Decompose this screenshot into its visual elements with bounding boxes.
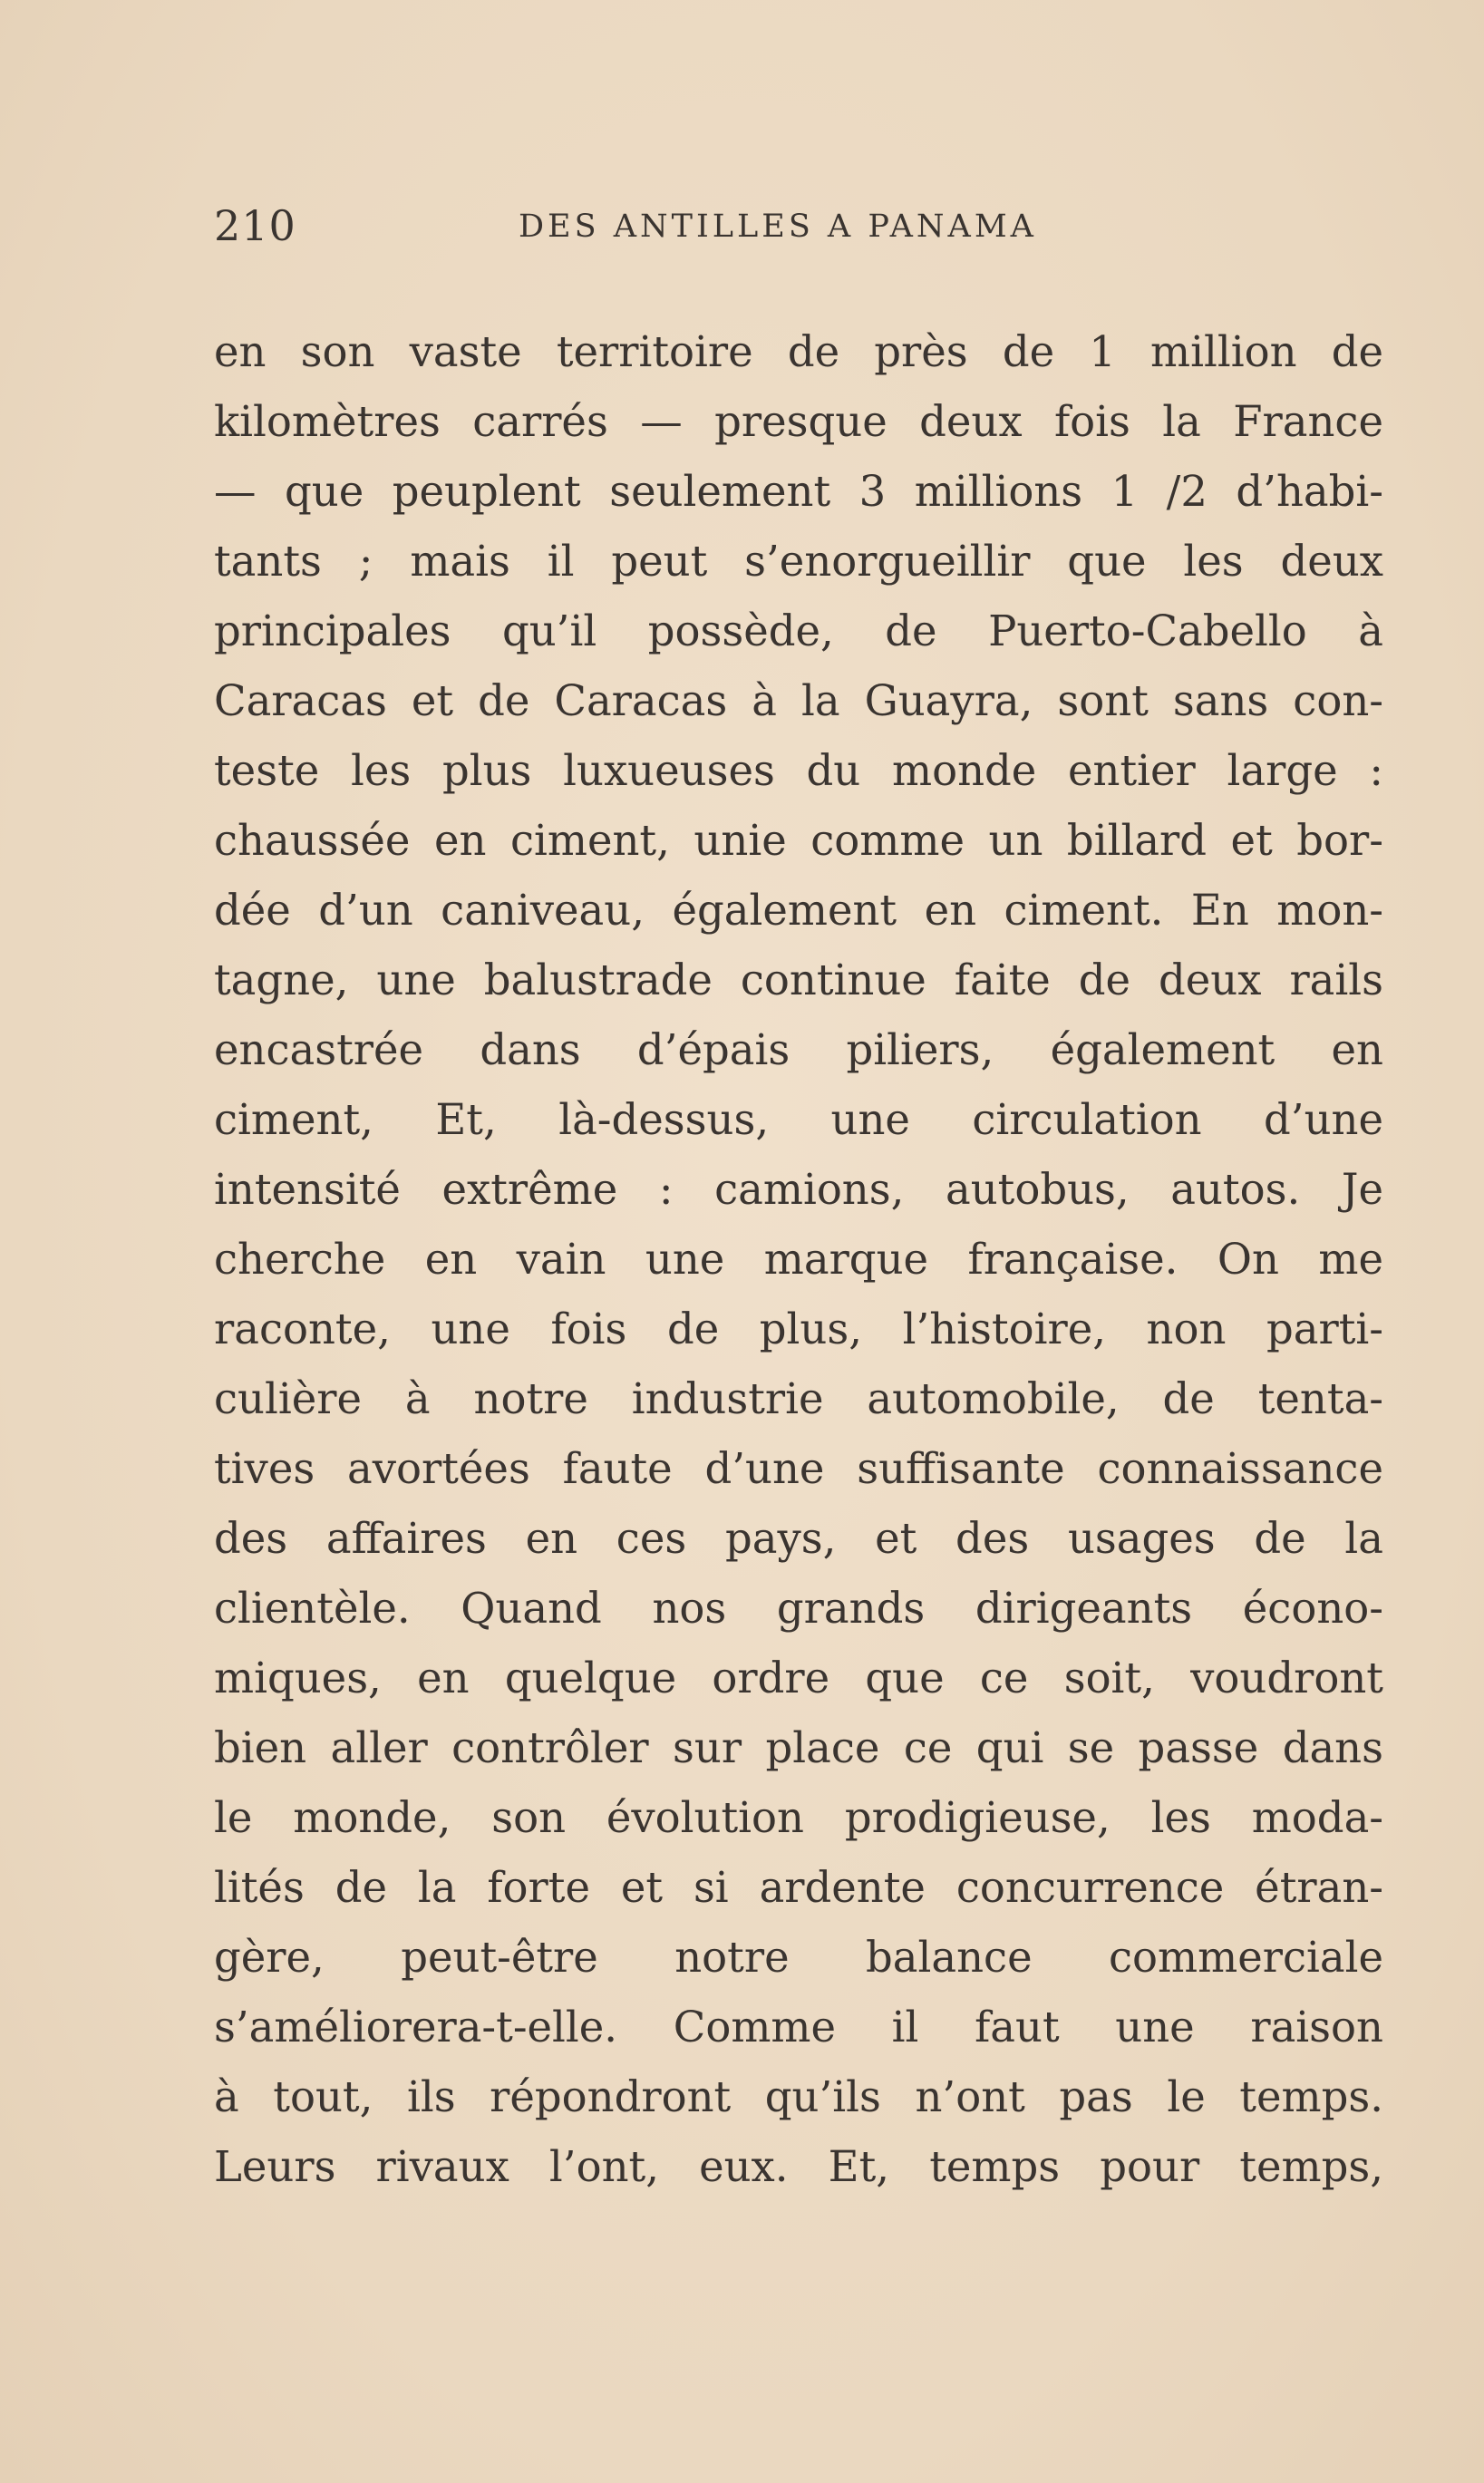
text-line: Leurs rivaux l’ont, eux. Et, temps pour temps,	[214, 2142, 1383, 2191]
text-line: des affaires en ces pays, et des usages de la	[214, 1514, 1383, 1563]
text-line: lités de la forte et si ardente concurrence étran-	[214, 1863, 1383, 1912]
text-line: bien aller contrôler sur place ce qui se passe dans	[214, 1723, 1383, 1772]
text-line: Caracas et de Caracas à la Guayra, sont sans con-	[214, 676, 1383, 725]
text-line: culière à notre industrie automobile, de tenta-	[214, 1374, 1383, 1423]
running-title: DES ANTILLES A PANAMA	[519, 209, 1037, 245]
text-line: raconte, une fois de plus, l’histoire, non parti-	[214, 1305, 1383, 1353]
text-line: intensité extrême : camions, autobus, autos. Je	[214, 1165, 1383, 1214]
text-line: clientèle. Quand nos grands dirigeants écono-	[214, 1584, 1383, 1633]
text-line: gère, peut-être notre balance commerciale	[214, 1933, 1383, 1982]
body-text	[214, 317, 1383, 2202]
text-line: le monde, son évolution prodigieuse, les moda-	[214, 1793, 1383, 1842]
text-line: tagne, une balustrade continue faite de deux rails	[214, 955, 1383, 1004]
text-line: principales qu’il possède, de Puerto-Cabello à	[214, 606, 1383, 655]
text-line: — que peuplent seulement 3 millions 1 /2 d’habi-	[214, 467, 1383, 516]
text-line: en son vaste territoire de près de 1 million de	[214, 327, 1383, 376]
text-line: encastrée dans d’épais piliers, également en	[214, 1025, 1383, 1074]
text-line: cherche en vain une marque française. On me	[214, 1235, 1383, 1284]
page-number: 210	[214, 201, 296, 250]
text-line: tives avortées faute d’une suffisante connaissance	[214, 1444, 1383, 1493]
text-line: teste les plus luxueuses du monde entier large :	[214, 746, 1383, 795]
text-line: à tout, ils répondront qu’ils n’ont pas le temps.	[214, 2072, 1383, 2121]
running-head	[214, 201, 1383, 256]
text-line: dée d’un caniveau, également en ciment. En mon-	[214, 886, 1383, 935]
text-line: tants ; mais il peut s’enorgueillir que les deux	[214, 537, 1383, 586]
text-line: miques, en quelque ordre que ce soit, voudront	[214, 1654, 1383, 1702]
text-line: kilomètres carrés — presque deux fois la France	[214, 397, 1383, 446]
text-line: ciment, Et, là-dessus, une circulation d’une	[214, 1095, 1383, 1144]
text-line: s’améliorera-t-elle. Comme il faut une raison	[214, 2003, 1383, 2051]
text-line: chaussée en ciment, unie comme un billard et bor-	[214, 816, 1383, 865]
